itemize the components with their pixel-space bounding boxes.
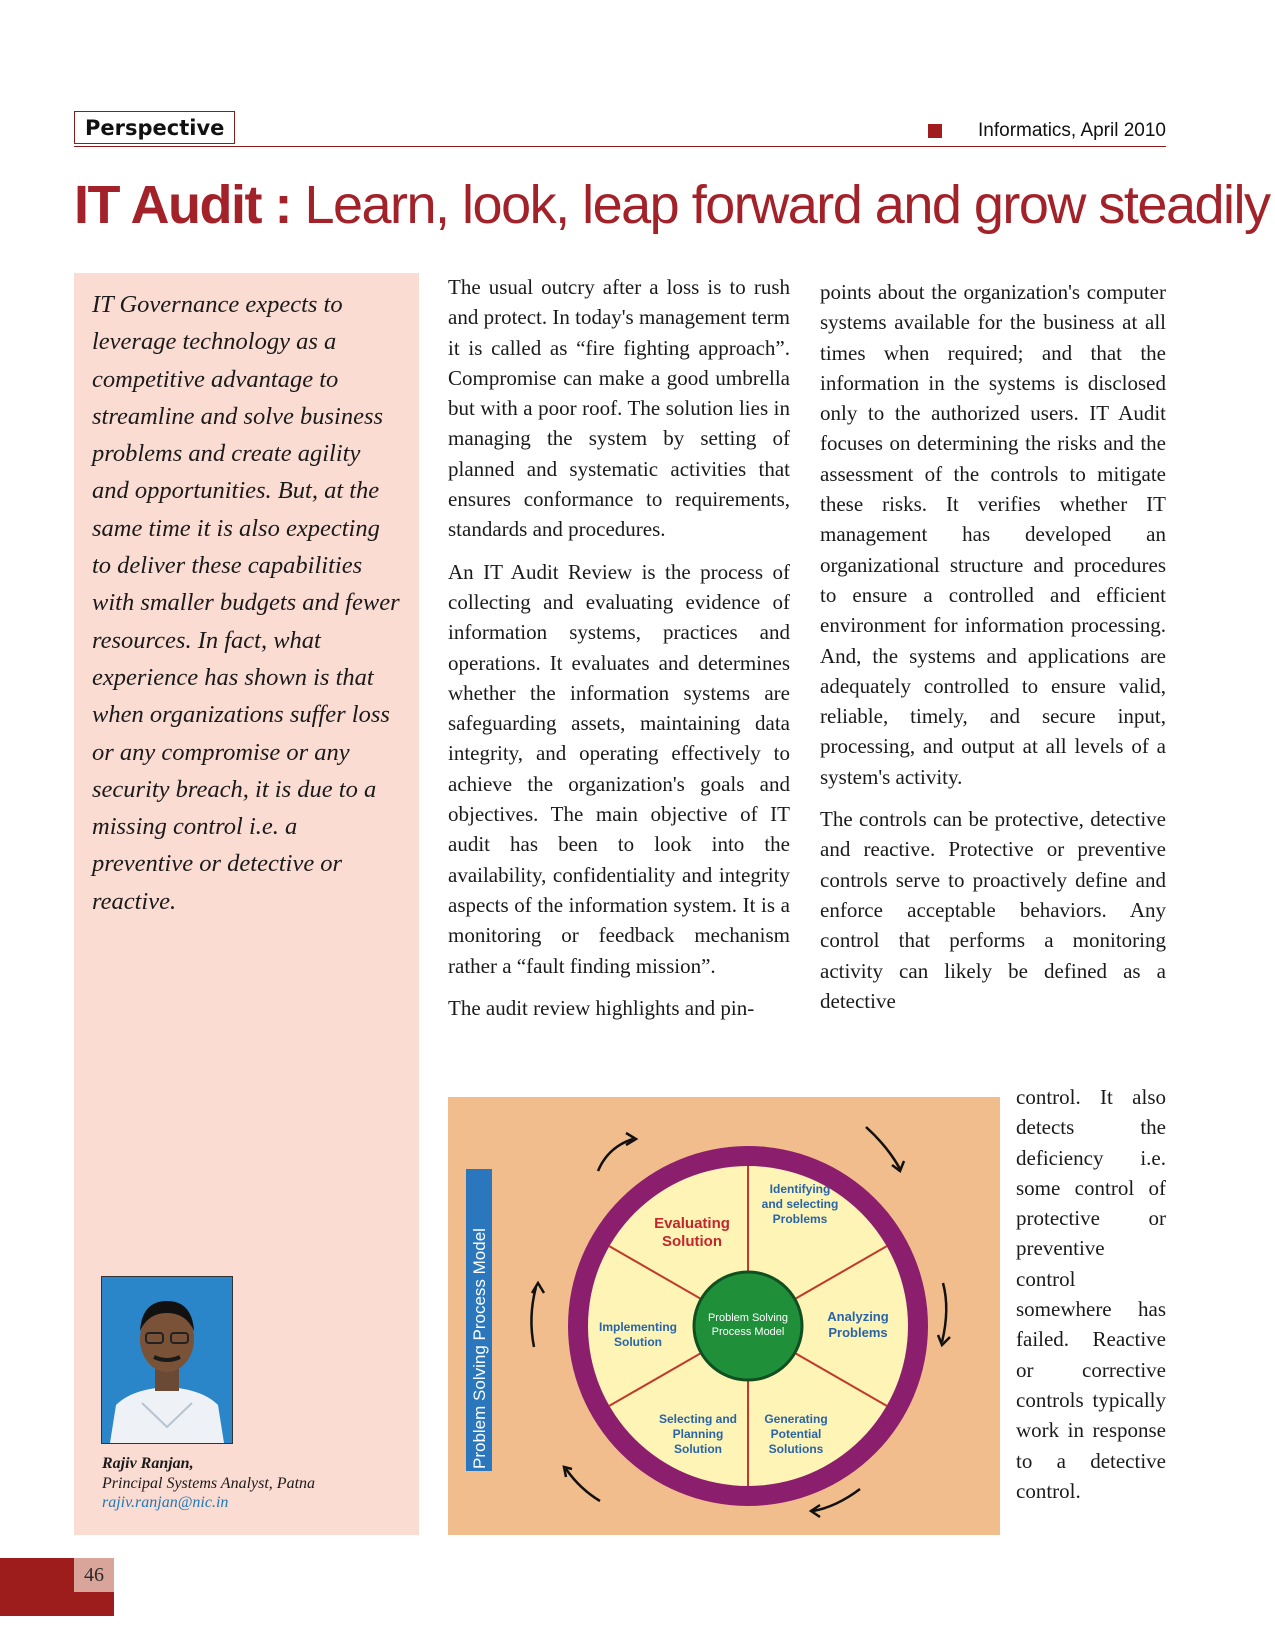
author-name: Rajiv Ranjan,: [102, 1455, 194, 1472]
body-paragraph: points about the organization's computer systems available for the business at all times when required; and that the information in the systems is disclosed only to the authorized users. IT Audit focuses on determining the risks and the assessment of the controls to mitigate these risks. It verifies whether IT management has developed an organizational structure and procedures to ensure a controlled and efficient environment for information processing. And, the systems and applications are adequately controlled to ensure valid, reliable, timely, and secure input, processing, and output at all levels of a system's activity.: [820, 280, 1166, 789]
body-paragraph: control. It also detects the deficiency i.e. some control of protective or preventive control somewhere has failed. Reactive or corrective controls typically work in response to a detective control.: [1016, 1085, 1166, 1503]
magazine-issue: Informatics, April 2010: [978, 120, 1166, 141]
footer-bar: [0, 1558, 74, 1616]
author-email-link[interactable]: rajiv.ranjan@nic.in: [102, 1494, 229, 1511]
center-label-line1: Problem Solving: [707, 1312, 789, 1324]
body-paragraph: An IT Audit Review is the process of collecting and evaluating evidence of information systems, practices and operations. It evaluates and determines whether the information systems are safeguarding assets, maintaining data integrity, and operating effectively to achieve the organization's goals and objectives. The main objective of IT audit has been to look into the availability, confidentiality and integrity aspects of the information system. It is a monitoring or feedback mechanism rather a “fault finding mission”.: [448, 559, 790, 978]
author-photo: [101, 1276, 233, 1444]
body-column-2: [820, 277, 1166, 1028]
segment-label: Planning: [672, 1427, 724, 1441]
segment-label: Generating: [764, 1412, 828, 1426]
process-model-diagram: [448, 1097, 1000, 1535]
segment-generating: [764, 1412, 827, 1456]
article-title: [74, 175, 1270, 235]
segment-label: Potential: [770, 1427, 822, 1441]
segment-label: Analyzing: [827, 1309, 889, 1324]
segment-label: and selecting: [761, 1197, 839, 1211]
body-paragraph: The controls can be protective, detective and reactive. Protective or preventive controls serve to proactively define and enforce acceptable behaviors. Any control that performs a monitoring activity can likely be defined as a detective: [820, 807, 1166, 1013]
body-column-2-wrap: [1016, 1082, 1166, 1518]
segment-label: Problems: [828, 1325, 888, 1340]
page-number: 46: [74, 1558, 114, 1592]
segment-label: Implementing: [598, 1320, 678, 1334]
section-label: Perspective: [74, 111, 235, 144]
article-title-strong: IT Audit :: [74, 175, 291, 235]
body-paragraph: The audit review highlights and pin-: [448, 995, 755, 1020]
footer-bar-accent: [74, 1592, 114, 1616]
side-label-text: Problem Solving Process Model: [470, 1228, 489, 1469]
body-paragraph: The usual outcry after a loss is to rush and protect. In today's management term it is called as “fire fighting approach”. Compromise can make a good umbrella but with a poor roof. The solution lies in managing the system by setting of planned and systematic activities that ensures conformance to requirements, standards and procedures.: [448, 275, 790, 542]
segment-evaluating: [654, 1215, 730, 1250]
article-title-rest: Learn, look, leap forward and grow steadily: [290, 175, 1270, 235]
header-rule: [74, 146, 1166, 147]
segment-label: Evaluating: [654, 1215, 730, 1232]
segment-label: Solution: [662, 1233, 722, 1250]
segment-label: Problems: [772, 1212, 828, 1226]
lead-quote: IT Governance expects to leverage technology as a competitive advantage to streamline and solve business problems and create agility and opportunities. But, at the same time it is also expecting to deliver these capabilities with smaller budgets and fewer resources. In fact, what experience has shown is that when organizations suffer loss or any compromise or any security breach, it is due to a missing control i.e. a preventive or detective or reactive.: [92, 291, 400, 915]
segment-label: Solution: [614, 1335, 662, 1349]
author-role: Principal Systems Analyst, Patna: [102, 1475, 316, 1492]
segment-analyzing: [827, 1309, 888, 1340]
header-square-icon: [928, 124, 942, 138]
center-label-line2: Process Model: [711, 1326, 785, 1338]
segment-label: Solution: [674, 1442, 722, 1456]
segment-label: Selecting and: [658, 1412, 738, 1426]
segment-label: Solutions: [768, 1442, 824, 1456]
segment-label: Identifying: [769, 1182, 831, 1196]
process-model-figure: [448, 1097, 1000, 1535]
segment-identifying: [762, 1182, 839, 1226]
body-column-1: [448, 272, 790, 1035]
